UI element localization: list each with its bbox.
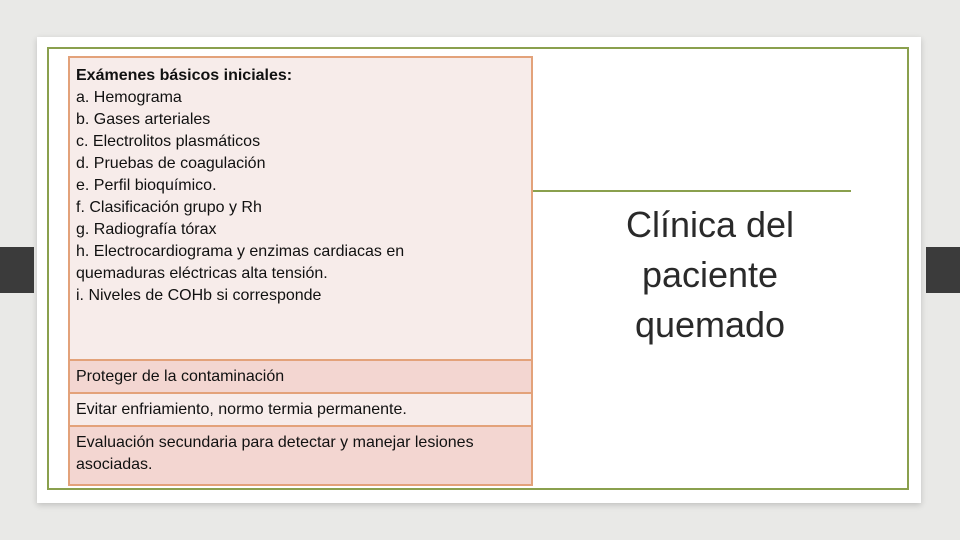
- slide-title: [590, 200, 830, 350]
- step-text: Proteger de la contaminación: [76, 368, 285, 385]
- left-tab-decoration: [0, 247, 34, 293]
- exam-item: d. Pruebas de coagulación: [76, 155, 266, 172]
- title-rule: [533, 190, 851, 192]
- exam-item: a. Hemograma: [76, 89, 182, 106]
- exam-item: b. Gases arteriales: [76, 111, 211, 128]
- title-line: paciente: [641, 254, 779, 295]
- step-box-cooling: [68, 392, 533, 427]
- step-box-contamination: [68, 359, 533, 394]
- exam-item: h. Electrocardiograma y enzimas cardiacas en: [76, 243, 405, 260]
- exam-item: f. Clasificación grupo y Rh: [76, 199, 262, 216]
- exam-item: i. Niveles de COHb si corresponde: [76, 287, 322, 304]
- step-text: Evitar enfriamiento, normo termia permanente.: [76, 401, 407, 418]
- exam-item: g. Radiografía tórax: [76, 221, 217, 238]
- title-line: quemado: [634, 304, 786, 345]
- exam-item: e. Perfil bioquímico.: [76, 177, 217, 194]
- exam-item: quemaduras eléctricas alta tensión.: [76, 265, 328, 282]
- right-tab-decoration: [926, 247, 960, 293]
- exam-item: c. Electrolitos plasmáticos: [76, 133, 261, 150]
- step-box-secondary-evaluation: [68, 425, 533, 486]
- step-text: Evaluación secundaria para detectar y manejar lesiones asociadas.: [76, 434, 474, 473]
- exams-heading: Exámenes básicos iniciales:: [76, 67, 293, 84]
- title-line: Clínica del: [625, 204, 795, 245]
- exams-box: [68, 56, 533, 361]
